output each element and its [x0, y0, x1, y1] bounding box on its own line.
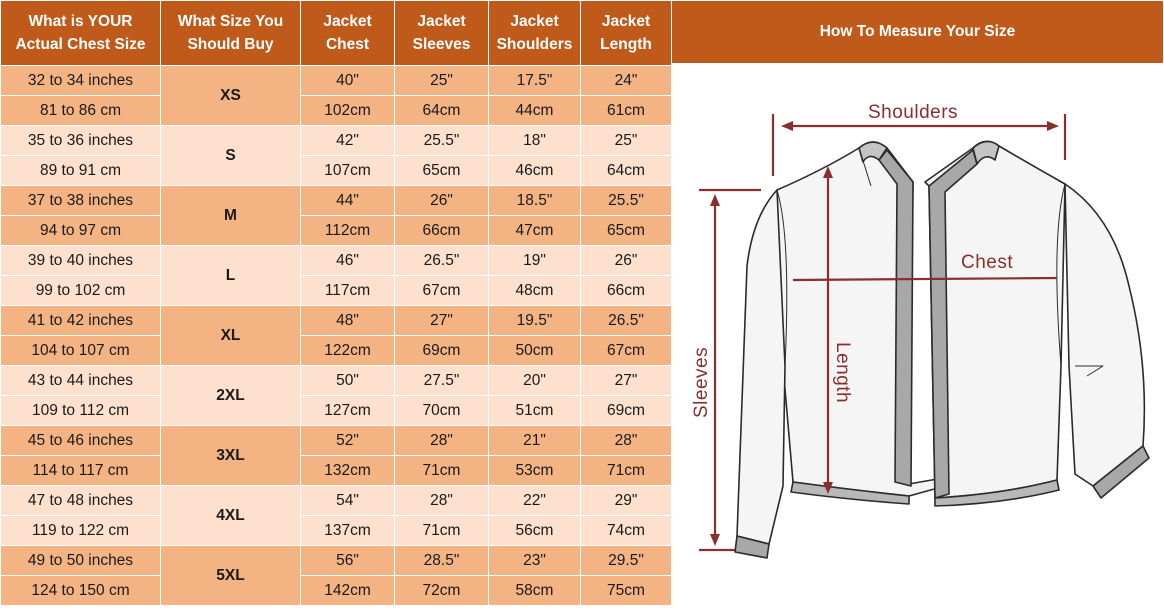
cell-sleeves: 28"	[395, 486, 489, 516]
cell-shoulders: 47cm	[489, 216, 581, 246]
cell-chest: 40"	[301, 66, 395, 96]
size-label: 5XL	[161, 546, 301, 606]
cell-shoulders: 48cm	[489, 276, 581, 306]
cell-chest-range: 124 to 150 cm	[1, 576, 161, 606]
table-row	[1, 246, 672, 276]
cell-chest: 42"	[301, 126, 395, 156]
cell-chest: 56"	[301, 546, 395, 576]
cell-chest-range: 47 to 48 inches	[1, 486, 161, 516]
cell-sleeves: 69cm	[395, 336, 489, 366]
cell-shoulders: 56cm	[489, 516, 581, 546]
table-row	[1, 216, 672, 246]
cell-chest-range: 41 to 42 inches	[1, 306, 161, 336]
cell-chest-range: 32 to 34 inches	[1, 66, 161, 96]
cell-chest: 46"	[301, 246, 395, 276]
cell-chest: 50"	[301, 366, 395, 396]
cell-length: 25.5"	[581, 186, 672, 216]
cell-sleeves: 26"	[395, 186, 489, 216]
table-row	[1, 576, 672, 606]
cell-length: 29.5"	[581, 546, 672, 576]
cell-chest-range: 109 to 112 cm	[1, 396, 161, 426]
cell-chest: 132cm	[301, 456, 395, 486]
cell-length: 25"	[581, 126, 672, 156]
size-label: 3XL	[161, 426, 301, 486]
sleeves-label: Sleeves	[691, 346, 712, 418]
cell-sleeves: 25"	[395, 66, 489, 96]
cell-length: 28"	[581, 426, 672, 456]
header-jacket-length: Jacket Length	[581, 1, 672, 66]
cell-sleeves: 28"	[395, 426, 489, 456]
table-row	[1, 186, 672, 216]
cell-sleeves: 25.5"	[395, 126, 489, 156]
cell-chest: 48"	[301, 306, 395, 336]
header-jacket-sleeves: Jacket Sleeves	[395, 1, 489, 66]
cell-chest-range: 49 to 50 inches	[1, 546, 161, 576]
size-label: S	[161, 126, 301, 186]
table-row	[1, 366, 672, 396]
cell-length: 67cm	[581, 336, 672, 366]
jacket-measurement-diagram	[673, 66, 1164, 615]
cell-length: 26.5"	[581, 306, 672, 336]
header-jacket-shoulders: Jacket Shoulders	[489, 1, 581, 66]
jacket-illustration	[735, 141, 1149, 558]
cell-sleeves: 65cm	[395, 156, 489, 186]
length-label: Length	[832, 342, 853, 404]
cell-chest: 122cm	[301, 336, 395, 366]
cell-length: 69cm	[581, 396, 672, 426]
size-label: M	[161, 186, 301, 246]
cell-shoulders: 44cm	[489, 96, 581, 126]
size-label: XS	[161, 66, 301, 126]
cell-chest-range: 89 to 91 cm	[1, 156, 161, 186]
cell-chest: 52"	[301, 426, 395, 456]
cell-shoulders: 23"	[489, 546, 581, 576]
cell-shoulders: 18"	[489, 126, 581, 156]
cell-chest: 117cm	[301, 276, 395, 306]
cell-chest: 107cm	[301, 156, 395, 186]
cell-shoulders: 21"	[489, 426, 581, 456]
cell-sleeves: 27"	[395, 306, 489, 336]
cell-length: 29"	[581, 486, 672, 516]
size-label: L	[161, 246, 301, 306]
cell-length: 26"	[581, 246, 672, 276]
table-row	[1, 126, 672, 156]
cell-chest: 112cm	[301, 216, 395, 246]
cell-sleeves: 72cm	[395, 576, 489, 606]
cell-chest: 142cm	[301, 576, 395, 606]
table-row	[1, 426, 672, 456]
cell-shoulders: 18.5"	[489, 186, 581, 216]
cell-chest-range: 81 to 86 cm	[1, 96, 161, 126]
table-header-row	[1, 1, 672, 66]
table-row	[1, 336, 672, 366]
table-row	[1, 66, 672, 96]
cell-sleeves: 71cm	[395, 516, 489, 546]
cell-length: 71cm	[581, 456, 672, 486]
cell-chest: 44"	[301, 186, 395, 216]
cell-chest-range: 114 to 117 cm	[1, 456, 161, 486]
cell-length: 61cm	[581, 96, 672, 126]
cell-sleeves: 71cm	[395, 456, 489, 486]
cell-chest: 127cm	[301, 396, 395, 426]
how-to-measure-heading: How To Measure Your Size	[671, 0, 1164, 64]
cell-shoulders: 50cm	[489, 336, 581, 366]
table-row	[1, 306, 672, 336]
cell-sleeves: 27.5"	[395, 366, 489, 396]
cell-chest-range: 45 to 46 inches	[1, 426, 161, 456]
shoulders-label: Shoulders	[868, 102, 959, 123]
cell-shoulders: 53cm	[489, 456, 581, 486]
cell-shoulders: 46cm	[489, 156, 581, 186]
size-label: 4XL	[161, 486, 301, 546]
header-actual-chest: What is YOUR Actual Chest Size	[1, 1, 161, 66]
cell-chest-range: 94 to 97 cm	[1, 216, 161, 246]
cell-length: 66cm	[581, 276, 672, 306]
header-size-to-buy: What Size You Should Buy	[161, 1, 301, 66]
cell-length: 75cm	[581, 576, 672, 606]
cell-shoulders: 20"	[489, 366, 581, 396]
size-label: XL	[161, 306, 301, 366]
cell-chest-range: 119 to 122 cm	[1, 516, 161, 546]
cell-shoulders: 19.5"	[489, 306, 581, 336]
cell-chest: 137cm	[301, 516, 395, 546]
header-jacket-chest: Jacket Chest	[301, 1, 395, 66]
cell-chest-range: 37 to 38 inches	[1, 186, 161, 216]
table-row	[1, 546, 672, 576]
size-label: 2XL	[161, 366, 301, 426]
cell-shoulders: 51cm	[489, 396, 581, 426]
cell-shoulders: 22"	[489, 486, 581, 516]
cell-length: 24"	[581, 66, 672, 96]
cell-sleeves: 26.5"	[395, 246, 489, 276]
chest-label: Chest	[961, 252, 1014, 273]
cell-sleeves: 67cm	[395, 276, 489, 306]
table-row	[1, 156, 672, 186]
table-row	[1, 276, 672, 306]
cell-chest-range: 104 to 107 cm	[1, 336, 161, 366]
table-row	[1, 516, 672, 546]
table-row	[1, 486, 672, 516]
cell-sleeves: 28.5"	[395, 546, 489, 576]
cell-chest-range: 35 to 36 inches	[1, 126, 161, 156]
cell-chest-range: 43 to 44 inches	[1, 366, 161, 396]
cell-length: 64cm	[581, 156, 672, 186]
cell-sleeves: 64cm	[395, 96, 489, 126]
cell-chest: 102cm	[301, 96, 395, 126]
cell-shoulders: 58cm	[489, 576, 581, 606]
cell-length: 65cm	[581, 216, 672, 246]
cell-sleeves: 66cm	[395, 216, 489, 246]
cell-sleeves: 70cm	[395, 396, 489, 426]
cell-length: 74cm	[581, 516, 672, 546]
cell-chest-range: 99 to 102 cm	[1, 276, 161, 306]
cell-chest-range: 39 to 40 inches	[1, 246, 161, 276]
cell-shoulders: 17.5"	[489, 66, 581, 96]
cell-length: 27"	[581, 366, 672, 396]
table-row	[1, 96, 672, 126]
cell-shoulders: 19"	[489, 246, 581, 276]
cell-chest: 54"	[301, 486, 395, 516]
table-row	[1, 456, 672, 486]
table-row	[1, 396, 672, 426]
